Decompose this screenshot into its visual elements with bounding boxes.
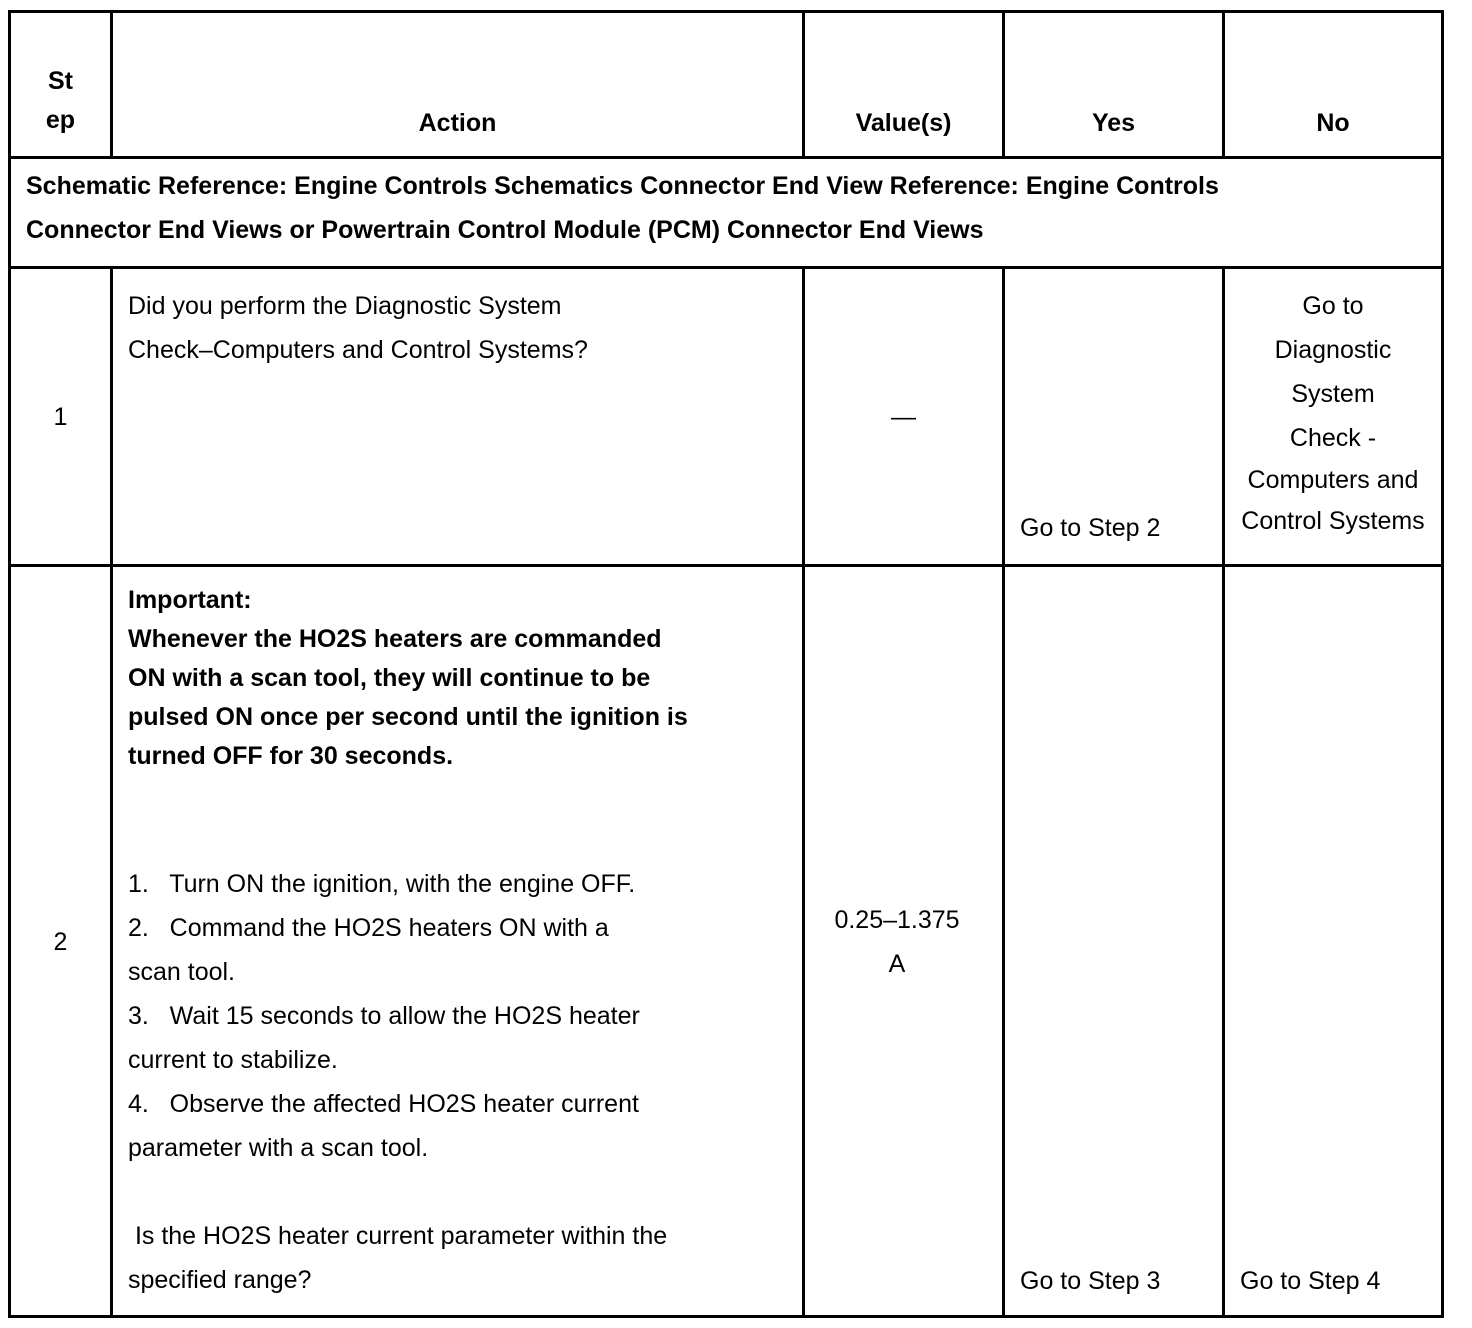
header-action: Action [418, 109, 497, 137]
header-step-line: ep [45, 106, 76, 134]
procedure-line: scan tool. [128, 958, 236, 986]
header-step-line: St [48, 67, 73, 95]
important-title: Important: [128, 586, 252, 614]
important-line: Whenever the HO2S heaters are commanded [128, 625, 662, 653]
reference-divider [8, 266, 1444, 269]
important-line: ON with a scan tool, they will continue to be [128, 664, 651, 692]
column-divider-step [110, 266, 113, 1318]
procedure-line: 4. Observe the affected HO2S heater current [128, 1090, 639, 1118]
table-border-bottom [8, 1315, 1444, 1318]
value-line: 0.25–1.375 [834, 906, 960, 934]
important-line: turned OFF for 30 seconds. [128, 742, 454, 770]
reference-line: Connector End Views or Powertrain Control Module (PCM) Connector End Views [26, 216, 984, 244]
step-question [128, 1214, 667, 1302]
question-line: Is the HO2S heater current parameter within the [128, 1222, 668, 1250]
no-link-line: Go to [1302, 292, 1364, 320]
diagnostic-table [8, 10, 1444, 1318]
header-yes: Yes [1091, 109, 1136, 137]
no-link-line: Check - [1289, 424, 1377, 452]
step-number: 2 [53, 928, 68, 956]
question-line: specified range? [128, 1266, 312, 1294]
no-link-line: System [1291, 380, 1375, 408]
step-value [805, 898, 989, 986]
value-line: A [888, 950, 906, 978]
procedure-line: 3. Wait 15 seconds to allow the HO2S heater [128, 1002, 640, 1030]
action-line: Did you perform the Diagnostic System [128, 292, 562, 320]
yes-link[interactable]: Go to Step 3 [1020, 1267, 1161, 1295]
row-divider [8, 564, 1444, 567]
step-action [128, 284, 588, 372]
procedure-list [128, 862, 640, 1170]
procedure-line: 1. Turn ON the ignition, with the engine OFF. [128, 870, 636, 898]
no-link-line: Control Systems [1241, 507, 1425, 535]
schematic-reference [26, 164, 1219, 252]
important-note [128, 581, 688, 776]
important-line: pulsed ON once per second until the ignition is [128, 703, 688, 731]
reference-line: Schematic Reference: Engine Controls Schematics Connector End View Reference: Engine Controls [26, 172, 1219, 200]
no-link[interactable]: Go to Step 4 [1240, 1267, 1381, 1295]
action-line: Check–Computers and Control Systems? [128, 336, 588, 364]
header-no: No [1316, 109, 1350, 137]
procedure-line: parameter with a scan tool. [128, 1134, 429, 1162]
header-divider [8, 156, 1444, 159]
step-value: — [891, 403, 916, 431]
no-link[interactable] [1225, 284, 1441, 542]
no-link-line: Diagnostic [1274, 336, 1392, 364]
procedure-line: current to stabilize. [128, 1046, 338, 1074]
step-number: 1 [53, 403, 68, 431]
table-border-left [8, 10, 11, 1318]
procedure-line: 2. Command the HO2S heaters ON with a [128, 914, 609, 942]
column-divider-value [1002, 266, 1005, 1318]
yes-link[interactable]: Go to Step 2 [1020, 514, 1161, 542]
table-border-right [1441, 10, 1444, 1318]
header-step [11, 62, 110, 140]
no-link-line: Computers and [1247, 466, 1419, 494]
header-values: Value(s) [855, 109, 952, 137]
table-border-top [8, 10, 1444, 13]
